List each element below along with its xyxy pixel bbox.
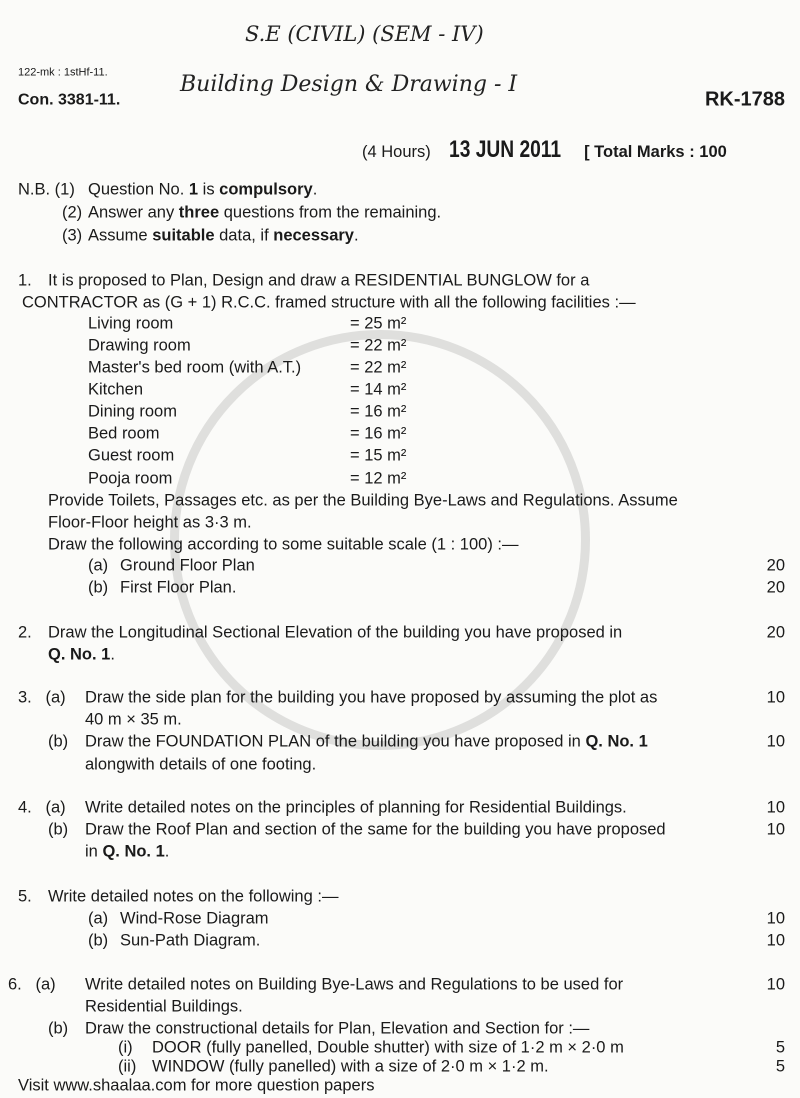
duration: (4 Hours) xyxy=(362,143,431,161)
line-text xyxy=(350,470,406,489)
text-segment: questions from the remaining. xyxy=(219,203,442,222)
text-segment: . xyxy=(164,842,170,861)
text-segment: = 22 m² xyxy=(350,336,407,355)
line-text xyxy=(22,294,636,313)
exam-info xyxy=(362,137,727,165)
bold-text: compulsory xyxy=(219,180,313,199)
line-label: 6. (a) xyxy=(8,975,56,994)
text-segment: Write detailed notes on Building Bye-Laws and Regulations to be used for xyxy=(85,975,624,994)
text-segment: Draw the FOUNDATION PLAN of the building you have proposed in xyxy=(85,732,586,751)
text-segment: 40 m × 35 m. xyxy=(85,710,182,729)
line-label: (b) xyxy=(48,1019,69,1038)
line-label: N.B. (1) xyxy=(18,180,75,199)
line-label: 1. xyxy=(18,271,32,290)
bold-text: suitable xyxy=(152,226,215,245)
text-segment: = 15 m² xyxy=(350,446,407,465)
text-segment: DOOR (fully panelled, Double shutter) with size of 1·2 m × 2·0 m xyxy=(152,1038,624,1057)
text-segment: is xyxy=(198,180,220,199)
line-text xyxy=(350,403,406,422)
line-label: (b) xyxy=(88,931,109,950)
text-segment: WINDOW (fully panelled) with a size of 2·0 m × 1·2 m. xyxy=(152,1057,549,1076)
line-label: (a) xyxy=(88,909,109,928)
marks: 5 xyxy=(775,1038,785,1057)
text-segment: Draw the Longitudinal Sectional Elevation of the building you have proposed in xyxy=(48,623,623,642)
line-text xyxy=(120,557,255,576)
text-segment: = 14 m² xyxy=(350,380,407,399)
text-segment: alongwith details of one footing. xyxy=(85,755,317,774)
text-segment: Floor-Floor height as 3·3 m. xyxy=(48,513,252,532)
line-text xyxy=(48,646,115,665)
line-label: (b) xyxy=(88,578,109,597)
line-text xyxy=(85,998,243,1017)
line-text xyxy=(48,492,678,511)
text-segment: Provide Toilets, Passages etc. as per the Building Bye-Laws and Regulations. Assume xyxy=(48,491,678,510)
marks: 20 xyxy=(766,623,785,642)
text-segment: = 16 m² xyxy=(350,424,407,443)
text-segment: Draw the following according to some suitable scale (1 : 100) :— xyxy=(48,535,519,554)
line-label: Bed room xyxy=(88,424,160,443)
text-segment: Assume xyxy=(88,226,153,245)
text-segment: Answer any xyxy=(88,203,179,222)
line-text xyxy=(120,579,236,598)
marks: 10 xyxy=(766,931,785,950)
line-label: 2. xyxy=(18,623,32,642)
date-stamp: 13 JUN 2011 xyxy=(449,136,562,163)
marks: 20 xyxy=(766,556,785,575)
line-text xyxy=(120,910,269,929)
text-segment: Sun-Path Diagram. xyxy=(120,931,261,950)
line-label: Kitchen xyxy=(88,380,144,399)
line-text xyxy=(85,756,316,775)
text-segment: First Floor Plan. xyxy=(120,578,237,597)
line-label: 4. (a) xyxy=(18,798,66,817)
text-segment: = 12 m² xyxy=(350,469,407,488)
line-label: 3. (a) xyxy=(18,688,66,707)
line-text xyxy=(88,227,359,246)
line-label: Guest room xyxy=(88,446,175,465)
line-label: (2) xyxy=(62,203,83,222)
text-segment: . xyxy=(312,180,318,199)
line-text xyxy=(88,204,441,223)
line-text xyxy=(48,272,589,291)
line-text xyxy=(85,976,623,995)
bold-text: three xyxy=(178,203,220,222)
line-label: Master's bed room (with A.T.) xyxy=(88,358,302,377)
text-segment: Write detailed notes on the principles of planning for Residential Buildings. xyxy=(85,798,627,817)
bold-text: Q. No. 1 xyxy=(102,842,165,861)
line-text xyxy=(48,536,518,555)
paper-code: RK-1788 xyxy=(704,88,785,111)
line-text xyxy=(48,624,622,643)
line-text xyxy=(120,932,260,951)
bold-text: necessary xyxy=(273,226,354,245)
text-segment: Draw the Roof Plan and section of the same for the building you have proposed xyxy=(85,820,666,839)
line-text xyxy=(350,359,406,378)
text-segment: Residential Buildings. xyxy=(85,997,243,1016)
line-text xyxy=(85,843,169,862)
footer-text: Visit www.shaalaa.com for more question papers xyxy=(18,1076,375,1095)
text-segment: It is proposed to Plan, Design and draw a RESIDENTIAL BUNGLOW for a xyxy=(48,271,590,290)
line-text xyxy=(152,1039,624,1058)
bold-text: 1 xyxy=(188,180,199,199)
line-label: 5. xyxy=(18,887,32,906)
line-text xyxy=(48,514,252,533)
text-segment: CONTRACTOR as (G + 1) R.C.C. framed structure with all the following facilities :— xyxy=(22,293,636,312)
line-label: Drawing room xyxy=(88,336,191,355)
handwritten-subject: Building Design & Drawing - I xyxy=(180,72,518,97)
text-segment: Draw the constructional details for Plan, Elevation and Section for :— xyxy=(85,1019,590,1038)
line-label: Living room xyxy=(88,314,174,333)
marks: 5 xyxy=(775,1057,785,1076)
text-segment: in xyxy=(85,842,103,861)
line-text xyxy=(85,689,657,708)
line-text xyxy=(88,181,317,200)
text-segment: Write detailed notes on the following :— xyxy=(48,887,339,906)
text-segment: . xyxy=(354,226,359,245)
line-label: Pooja room xyxy=(88,469,173,488)
marks: 20 xyxy=(766,578,785,597)
line-label: (3) xyxy=(62,226,83,245)
line-text xyxy=(85,1020,589,1039)
marks: 10 xyxy=(766,820,785,839)
line-text xyxy=(350,447,406,466)
line-label: Dining room xyxy=(88,402,177,421)
line-text xyxy=(350,337,406,356)
text-segment: data, if xyxy=(214,226,274,245)
text-segment: Draw the side plan for the building you have proposed by assuming the plot as xyxy=(85,688,658,707)
text-segment: Wind-Rose Diagram xyxy=(120,909,269,928)
line-text xyxy=(350,315,406,334)
marks: 10 xyxy=(766,732,785,751)
text-segment: Question No. xyxy=(88,180,189,199)
reference-code: 122-mk : 1stHf-11. xyxy=(18,66,108,79)
text-segment: = 16 m² xyxy=(350,402,407,421)
line-label: (ii) xyxy=(118,1057,137,1076)
text-segment: = 22 m² xyxy=(350,358,407,377)
line-text xyxy=(85,821,666,840)
line-text xyxy=(85,799,627,818)
handwritten-course: S.E (CIVIL) (SEM - IV) xyxy=(245,22,484,46)
marks: 10 xyxy=(766,798,785,817)
line-label: (b) xyxy=(48,732,69,751)
line-text xyxy=(85,733,648,752)
con-number: Con. 3381-11. xyxy=(18,91,121,109)
marks: 10 xyxy=(766,975,785,994)
bold-text: Q. No. 1 xyxy=(48,645,111,664)
text-segment: Ground Floor Plan xyxy=(120,556,255,575)
line-label: (a) xyxy=(88,556,109,575)
text-segment: = 25 m² xyxy=(350,314,407,333)
text-segment: . xyxy=(110,645,115,664)
marks: 10 xyxy=(766,688,785,707)
total-marks: [ Total Marks : 100 xyxy=(584,143,727,161)
line-text xyxy=(48,888,338,907)
line-label: (i) xyxy=(118,1038,133,1057)
line-text xyxy=(350,381,406,400)
bold-text: Q. No. 1 xyxy=(585,732,648,751)
marks: 10 xyxy=(766,909,785,928)
line-label: (b) xyxy=(48,820,69,839)
line-text xyxy=(152,1058,549,1077)
line-text xyxy=(350,425,406,444)
line-text xyxy=(85,711,182,730)
